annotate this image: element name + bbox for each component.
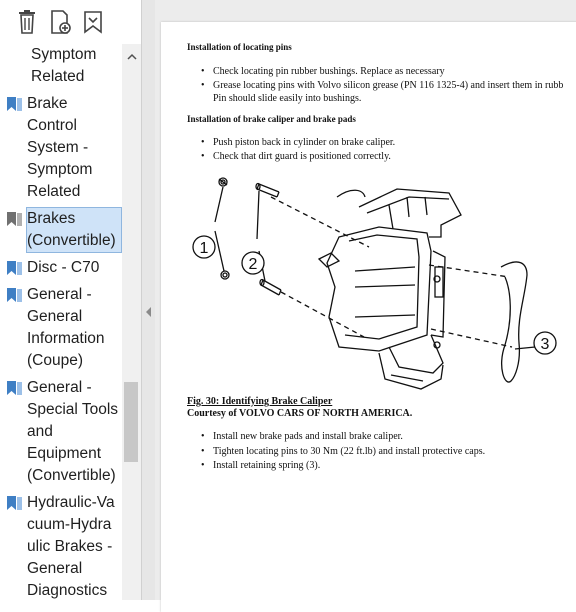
- locating-pin-top: [219, 178, 279, 197]
- bookmark-line: Diagnostics: [27, 582, 108, 599]
- delete-bookmark-button[interactable]: [15, 9, 39, 35]
- bullet-continuation: Pin should slide easily into bushings.: [213, 93, 362, 104]
- callout-2: 2: [248, 256, 258, 273]
- bookmark-expand-icon: [81, 9, 105, 35]
- bookmark-item-brake-control-system[interactable]: [0, 93, 122, 203]
- bookmark-line: Hydraulic-Va: [27, 494, 115, 511]
- expand-bookmark-button[interactable]: [81, 9, 105, 35]
- bookmark-line: Symptom: [31, 46, 97, 63]
- bookmark-line: System -: [27, 139, 89, 156]
- bookmark-line: General -: [27, 286, 92, 303]
- bookmark-item-brakes-convertible[interactable]: [0, 208, 122, 252]
- bookmark-line: Related: [31, 68, 85, 85]
- add-bookmark-icon: [48, 9, 72, 35]
- bookmark-item-general-information[interactable]: [0, 284, 122, 372]
- bookmark-line: (Coupe): [27, 352, 83, 369]
- bookmark-item-hydraulic-brakes[interactable]: [0, 492, 122, 600]
- bullet-item: • Check locating pin rubber bushings. Replace as necessary: [213, 66, 445, 77]
- bookmark-line: Equipment: [27, 445, 102, 462]
- bullet-item: • Install new brake pads and install brake caliper.: [213, 431, 403, 442]
- bookmark-item-partial[interactable]: [0, 44, 122, 88]
- bookmark-line: Special Tools: [27, 401, 119, 418]
- bookmark-line: (Convertible): [27, 232, 116, 249]
- figure-caption: Fig. 30: Identifying Brake Caliper: [187, 396, 333, 407]
- trash-icon: [15, 9, 39, 35]
- bookmark-line: (Convertible): [27, 467, 116, 484]
- bookmark-icon: [6, 495, 23, 512]
- bookmark-icon: [6, 260, 23, 277]
- bookmark-line: General -: [27, 379, 92, 396]
- bookmark-line: cuum-Hydra: [27, 516, 112, 533]
- chevron-up-icon: [127, 53, 137, 60]
- bookmark-tree: [0, 44, 122, 600]
- bookmark-icon: [6, 380, 23, 397]
- bookmark-line: Control: [27, 117, 77, 134]
- bullet-item: • Push piston back in cylinder on brake caliper.: [213, 137, 395, 148]
- bookmark-item-special-tools[interactable]: [0, 377, 122, 487]
- bookmark-item-disc-c70[interactable]: [0, 257, 122, 279]
- bookmark-line: and: [27, 423, 53, 440]
- retaining-spring: [501, 262, 527, 382]
- bookmark-icon: [6, 287, 23, 304]
- bullet-item: • Install retaining spring (3).: [213, 460, 320, 471]
- bookmark-icon: [6, 211, 23, 228]
- scroll-thumb[interactable]: [124, 382, 138, 462]
- caliper-body: [319, 189, 461, 389]
- section-heading: Installation of brake caliper and brake pads: [187, 114, 356, 124]
- bookmark-line: Brake: [27, 95, 68, 112]
- bullet-item: • Tighten locating pins to 30 Nm (22 ft.lb) and install protective caps.: [213, 446, 485, 457]
- callout-3: 3: [540, 336, 550, 353]
- scroll-up-button[interactable]: [122, 48, 141, 64]
- bookmarks-toolbar: [0, 0, 141, 44]
- bookmark-line: Symptom: [27, 161, 93, 178]
- bullet-item: • Grease locating pins with Volvo silicon grease (PN 116 1325-4) and insert them in rubb: [213, 80, 563, 91]
- bookmark-line: General: [27, 560, 83, 577]
- bookmarks-panel: [0, 0, 141, 600]
- add-bookmark-button[interactable]: [48, 9, 72, 35]
- figure-credit: Courtesy of VOLVO CARS OF NORTH AMERICA.: [187, 408, 413, 419]
- callout-1: 1: [199, 240, 209, 257]
- bookmark-line: Brakes: [27, 210, 76, 227]
- brake-caliper-figure: [179, 167, 576, 397]
- bookmark-line: General: [27, 308, 83, 325]
- bookmark-line: Related: [27, 183, 81, 200]
- panel-splitter[interactable]: [141, 0, 156, 600]
- section-heading: Installation of locating pins: [187, 42, 292, 52]
- bookmark-icon: [6, 96, 23, 113]
- bookmark-line: ulic Brakes -: [27, 538, 113, 555]
- bookmark-line: Disc - C70: [27, 259, 100, 276]
- document-viewer[interactable]: [155, 0, 576, 600]
- pdf-page: [161, 22, 576, 612]
- bullet-item: • Check that dirt guard is positioned correctly.: [213, 151, 391, 162]
- collapse-panel-icon[interactable]: [145, 306, 153, 318]
- bookmark-line: Information: [27, 330, 105, 347]
- locating-pin-bottom: [221, 271, 281, 295]
- bookmark-scrollbar[interactable]: [122, 44, 141, 600]
